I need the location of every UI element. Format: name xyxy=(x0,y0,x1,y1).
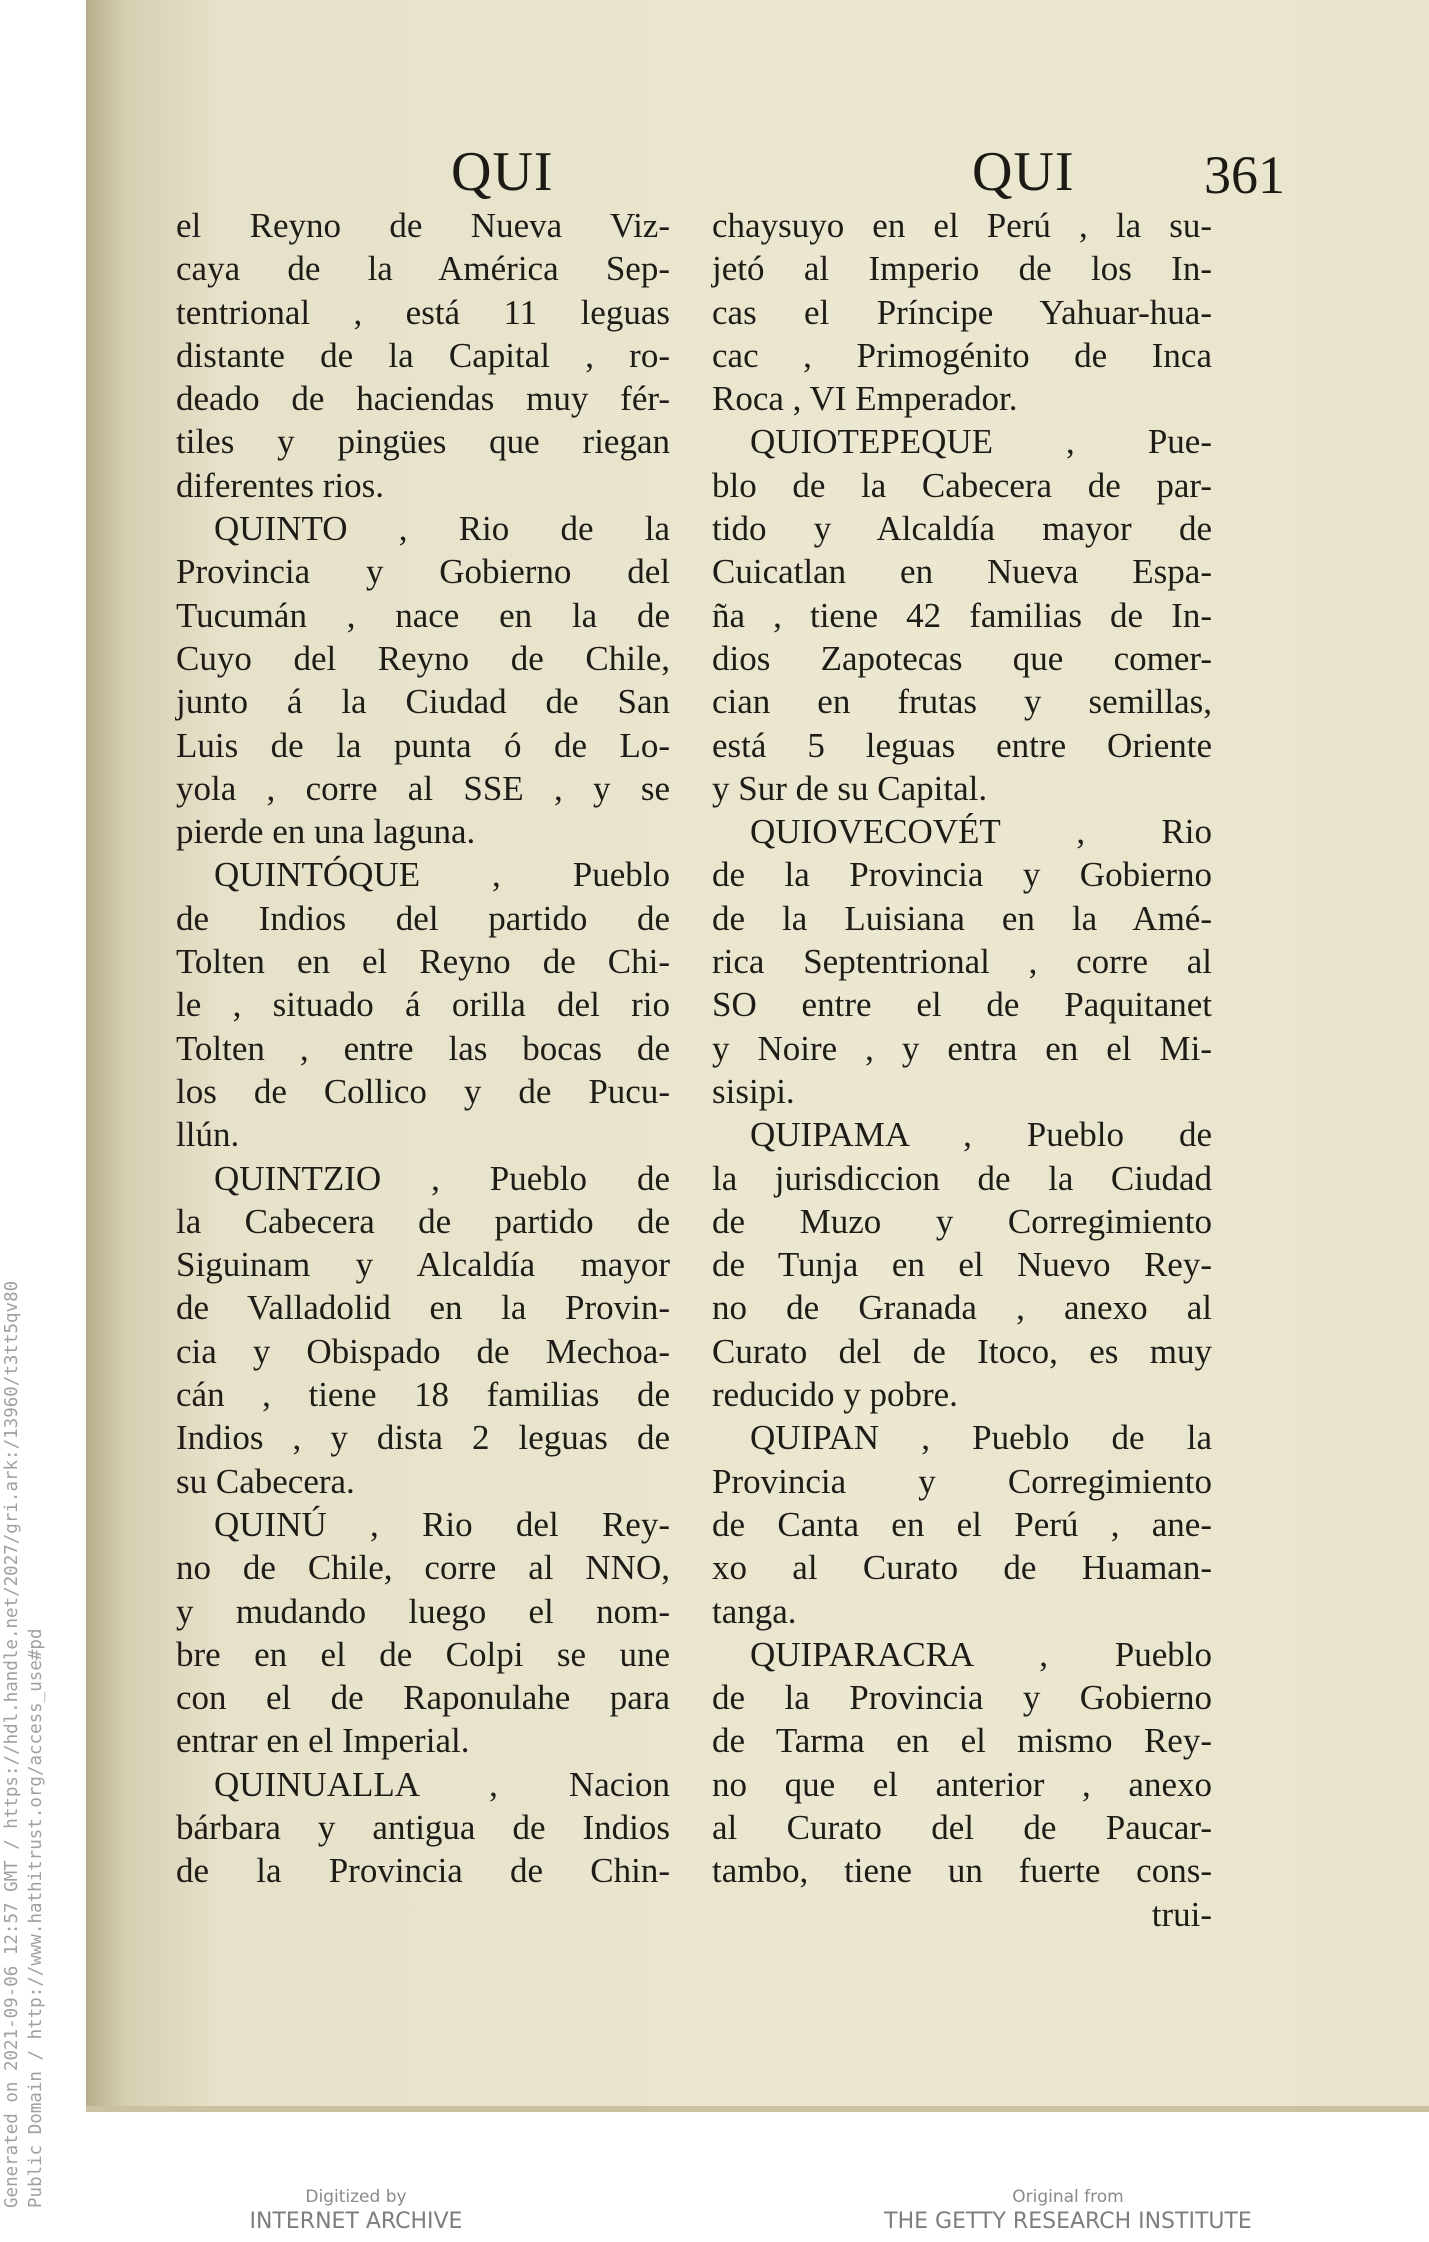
text-line: el Reyno de Nueva Viz- xyxy=(176,206,670,245)
text-line: bre en el de Colpi se une xyxy=(176,1634,670,1674)
text-line: QUINTZIO , Pueblo de xyxy=(214,1158,670,1198)
text-line: tambo, tiene un fuerte cons- xyxy=(712,1851,1212,1891)
text-line: Cuicatlan en Nueva Espa- xyxy=(712,552,1212,592)
text-line: pierde en una laguna. xyxy=(176,812,476,852)
text-line: Provincia y Gobierno del xyxy=(176,552,670,592)
right-text-column xyxy=(712,204,1212,1936)
text-line: distante de la Capital , ro- xyxy=(176,335,670,375)
text-line: Roca , VI Emperador. xyxy=(712,379,1018,419)
text-line: los de Collico y de Pucu- xyxy=(176,1071,670,1111)
text-line: Tolten en el Reyno de Chi- xyxy=(176,942,670,982)
text-line: QUIOVECOVÉT , Rio xyxy=(750,812,1212,852)
text-line: Curato del de Itoco, es muy xyxy=(712,1331,1212,1371)
text-line: al Curato del de Paucar- xyxy=(712,1807,1212,1847)
text-line: de la Provincia y Gobierno xyxy=(712,855,1212,895)
text-line: llún. xyxy=(176,1115,240,1155)
text-line: yola , corre al SSE , y se xyxy=(176,768,670,808)
text-line: con el de Raponulahe para xyxy=(176,1678,670,1718)
text-line: cas el Príncipe Yahuar-hua- xyxy=(712,292,1212,332)
text-line: QUINÚ , Rio del Rey- xyxy=(214,1504,670,1544)
text-line: está 5 leguas entre Oriente xyxy=(712,725,1212,765)
text-line: Siguinam y Alcaldía mayor xyxy=(176,1245,670,1285)
text-line: chaysuyo en el Perú , la su- xyxy=(712,206,1212,245)
text-line: la Cabecera de partido de xyxy=(176,1201,670,1241)
text-line: de Valladolid en la Provin- xyxy=(176,1288,670,1328)
text-line: Provincia y Corregimiento xyxy=(712,1461,1212,1501)
footer-getty-institute: THE GETTY RESEARCH INSTITUTE xyxy=(884,2209,1252,2234)
text-line: tido y Alcaldía mayor de xyxy=(712,509,1212,549)
text-line: QUINUALLA , Nacion xyxy=(214,1764,670,1804)
footer-original-from xyxy=(858,2186,1278,2236)
running-head-right: QUI xyxy=(972,141,1075,203)
text-line: de Muzo y Corregimiento xyxy=(712,1201,1212,1241)
text-line: de la Luisiana en la Amé- xyxy=(712,898,1212,938)
text-line: de la Provincia y Gobierno xyxy=(712,1678,1212,1718)
text-line: tentrional , está 11 leguas xyxy=(176,292,670,332)
text-line: Tucumán , nace en la de xyxy=(176,595,670,635)
text-line: de Tarma en el mismo Rey- xyxy=(712,1721,1212,1761)
text-line: reducido y pobre. xyxy=(712,1375,958,1415)
text-line: de Canta en el Perú , ane- xyxy=(712,1504,1212,1544)
text-line: Luis de la punta ó de Lo- xyxy=(176,725,670,765)
text-line: xo al Curato de Huaman- xyxy=(712,1548,1212,1588)
footer-original-label: Original from xyxy=(1012,2187,1124,2207)
text-line: jetó al Imperio de los In- xyxy=(712,249,1212,289)
text-line: Cuyo del Reyno de Chile, xyxy=(176,638,670,678)
text-line: no de Granada , anexo al xyxy=(712,1288,1212,1328)
text-line: y mudando luego el nom- xyxy=(176,1591,670,1631)
text-line: QUIPAMA , Pueblo de xyxy=(750,1115,1212,1155)
text-line: cia y Obispado de Mechoa- xyxy=(176,1331,670,1371)
left-text-column xyxy=(176,204,670,1893)
footer-internet-archive: INTERNET ARCHIVE xyxy=(249,2209,463,2234)
text-line: y Sur de su Capital. xyxy=(712,768,988,808)
text-line: blo de la Cabecera de par- xyxy=(712,465,1212,505)
footer-digitized-by xyxy=(226,2186,486,2236)
text-line: bárbara y antigua de Indios xyxy=(176,1807,670,1847)
text-line: su Cabecera. xyxy=(176,1461,355,1501)
text-line: sisipi. xyxy=(712,1071,795,1111)
text-line: caya de la América Sep- xyxy=(176,249,670,289)
text-line: le , situado á orilla del rio xyxy=(176,985,670,1025)
text-line: trui- xyxy=(1151,1894,1212,1934)
text-line: Tolten , entre las bocas de xyxy=(176,1028,670,1068)
hathitrust-side-stamp xyxy=(0,1281,48,2208)
text-line: la jurisdiccion de la Ciudad xyxy=(712,1158,1212,1198)
text-line: no de Chile, corre al NNO, xyxy=(176,1548,670,1588)
stamp-line-generated: Generated on 2021-09-06 12:57 GMT / https://hdl.handle.net/2027/gri.ark:/13960/t3tt5qv80 xyxy=(2,1280,22,2208)
text-line: Indios , y dista 2 leguas de xyxy=(176,1418,670,1458)
text-line: cac , Primogénito de Inca xyxy=(712,335,1212,375)
text-line: cán , tiene 18 familias de xyxy=(176,1375,670,1415)
text-line: deado de haciendas muy fér- xyxy=(176,379,670,419)
text-line: junto á la Ciudad de San xyxy=(176,682,670,722)
text-line: y Noire , y entra en el Mi- xyxy=(712,1028,1212,1068)
text-line: SO entre el de Paquitanet xyxy=(712,985,1212,1025)
text-line: QUIOTEPEQUE , Pue- xyxy=(750,422,1212,462)
stamp-line-rights: Public Domain / http://www.hathitrust.org/access_use#pd xyxy=(26,1628,46,2208)
text-line: dios Zapotecas que comer- xyxy=(712,638,1212,678)
footer-digitized-label: Digitized by xyxy=(305,2187,407,2207)
text-line: ña , tiene 42 familias de In- xyxy=(712,595,1212,635)
text-line: de Tunja en el Nuevo Rey- xyxy=(712,1245,1212,1285)
text-line: tiles y pingües que riegan xyxy=(176,422,670,462)
text-line: diferentes rios. xyxy=(176,465,384,505)
text-line: QUIPAN , Pueblo de la xyxy=(750,1418,1212,1458)
text-line: entrar en el Imperial. xyxy=(176,1721,470,1761)
text-line: QUIPARACRA , Pueblo xyxy=(750,1634,1212,1674)
text-line: rica Septentrional , corre al xyxy=(712,942,1212,982)
text-line: de Indios del partido de xyxy=(176,898,670,938)
text-line: no que el anterior , anexo xyxy=(712,1764,1212,1804)
page-number: 361 xyxy=(1204,145,1285,205)
text-line: QUINTÓQUE , Pueblo xyxy=(214,855,670,895)
running-head-left: QUI xyxy=(451,141,554,203)
text-line: QUINTO , Rio de la xyxy=(214,509,670,549)
text-line: cian en frutas y semillas, xyxy=(712,682,1212,722)
text-line: de la Provincia de Chin- xyxy=(176,1851,670,1891)
text-line: tanga. xyxy=(712,1591,797,1631)
